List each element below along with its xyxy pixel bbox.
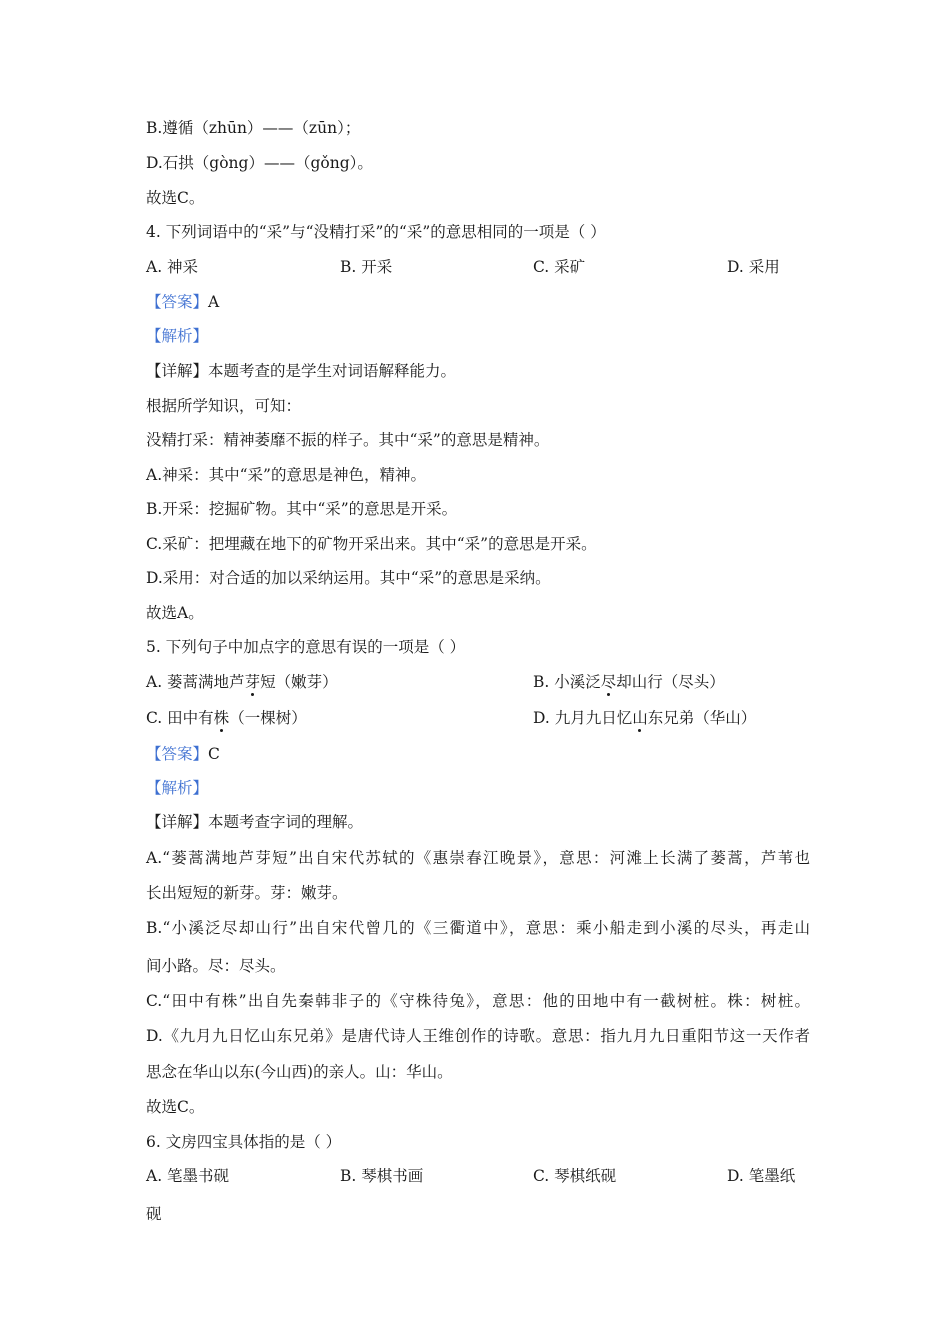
q5-detail-text: 本题考查字词的理解。	[208, 813, 364, 831]
q5-option-d	[533, 708, 756, 728]
q4-line: 根据所学知识，可知：	[146, 397, 302, 415]
q5-option-b-dotted-char: 尽	[600, 673, 617, 691]
q4-line: A.神采：其中“采”的意思是神色，精神。	[146, 466, 426, 484]
q6-option-a: A. 笔墨书砚	[146, 1167, 230, 1185]
q5-option-a-pre: A. 蒌蒿满地芦	[146, 673, 245, 691]
q5-line: D.《九月九日忆山东兄弟》是唐代诗人王维创作的诗歌。意思：指九月九日重阳节这一天作者	[146, 1027, 810, 1045]
q5-option-b-post: 却山行（尽头）	[616, 673, 725, 691]
q5-detail-tag: 【详解】	[146, 813, 209, 831]
q4-option-d: D. 采用	[727, 258, 780, 276]
q5-option-d-pre: D. 九月九日忆	[533, 709, 633, 727]
q5-option-c-pre: C. 田中有	[146, 709, 214, 727]
q5-stem: 5. 下列句子中加点字的意思有误的一项是（ ）	[146, 638, 466, 656]
q6-option-d: D. 笔墨纸	[727, 1167, 796, 1185]
q4-option-b: B. 开采	[340, 258, 393, 276]
q5-line: 思念在华山以东(今山西)的亲人。山：华山。	[146, 1063, 453, 1081]
q5-option-c-dotted-char: 株	[213, 709, 230, 727]
q5-conclusion: 故选C。	[146, 1098, 205, 1116]
q4-detail-tag: 【详解】	[146, 362, 209, 380]
q4-answer-tag: 【答案】	[146, 293, 209, 311]
q5-line: B.“小溪泛尽却山行”出自宋代曾几的《三衢道中》，意思：乘小船走到小溪的尽头，再走山	[146, 919, 810, 937]
q4-answer	[146, 292, 219, 312]
q6-option-b: B. 琴棋书画	[340, 1167, 424, 1185]
q4-line: C.采矿：把埋藏在地下的矿物开采出来。其中“采”的意思是开采。	[146, 535, 597, 553]
q4-answer-value: A	[208, 293, 220, 311]
q6-stem: 6. 文房四宝具体指的是（ ）	[146, 1133, 342, 1151]
q5-option-c-post: （一棵树）	[229, 709, 307, 727]
q6-option-c: C. 琴棋纸砚	[533, 1167, 617, 1185]
q4-option-a: A. 神采	[146, 258, 199, 276]
q5-line: 长出短短的新芽。芽：嫩芽。	[146, 884, 348, 902]
q4-detail-text: 本题考查的是学生对词语解释能力。	[208, 362, 457, 380]
q5-option-b-pre: B. 小溪泛	[533, 673, 601, 691]
q4-conclusion: 故选A。	[146, 604, 204, 622]
q5-answer	[146, 744, 220, 764]
q5-option-a	[146, 672, 338, 692]
prev-answer-d-line: D.石拱（gòng）——（gǒng）。	[146, 154, 373, 172]
q4-option-c: C. 采矿	[533, 258, 586, 276]
q5-answer-tag: 【答案】	[146, 745, 209, 763]
prev-answer-conclusion: 故选C。	[146, 189, 205, 207]
q4-line: B.开采：挖掘矿物。其中“采”的意思是开采。	[146, 500, 458, 518]
q5-line: 间小路。尽：尽头。	[146, 957, 286, 975]
prev-answer-b-line: B.遵循（zhūn）——（zūn）；	[146, 119, 361, 137]
q5-analysis-tag: 【解析】	[146, 779, 209, 797]
q5-option-a-dotted-char: 芽	[244, 673, 261, 691]
q6-option-d-wrap: 砚	[146, 1205, 162, 1223]
q4-analysis-tag: 【解析】	[146, 327, 209, 345]
q4-line: D.采用：对合适的加以采纳运用。其中“采”的意思是采纳。	[146, 569, 551, 587]
q4-stem: 4. 下列词语中的“采”与“没精打采”的“采”的意思相同的一项是（ ）	[146, 223, 606, 241]
q5-answer-value: C	[208, 745, 220, 763]
q5-detail	[146, 812, 363, 832]
q5-option-d-post: 东兄弟（华山）	[647, 709, 757, 727]
q5-option-c	[146, 708, 307, 728]
q5-line: A.“蒌蒿满地芦芽短”出自宋代苏轼的《惠崇春江晚景》，意思：河滩上长满了蒌蒿，芦苇也	[146, 849, 810, 867]
q4-line: 没精打采：精神萎靡不振的样子。其中“采”的意思是精神。	[146, 431, 550, 449]
q4-detail	[146, 361, 456, 381]
q5-line: C.“田中有株”出自先秦韩非子的《守株待兔》，意思：他的田地中有一截树桩。株：树桩。	[146, 992, 810, 1010]
q5-option-b	[533, 672, 725, 692]
q5-option-d-dotted-char: 山	[632, 709, 648, 727]
q5-option-a-post: 短（嫩芽）	[260, 673, 338, 691]
